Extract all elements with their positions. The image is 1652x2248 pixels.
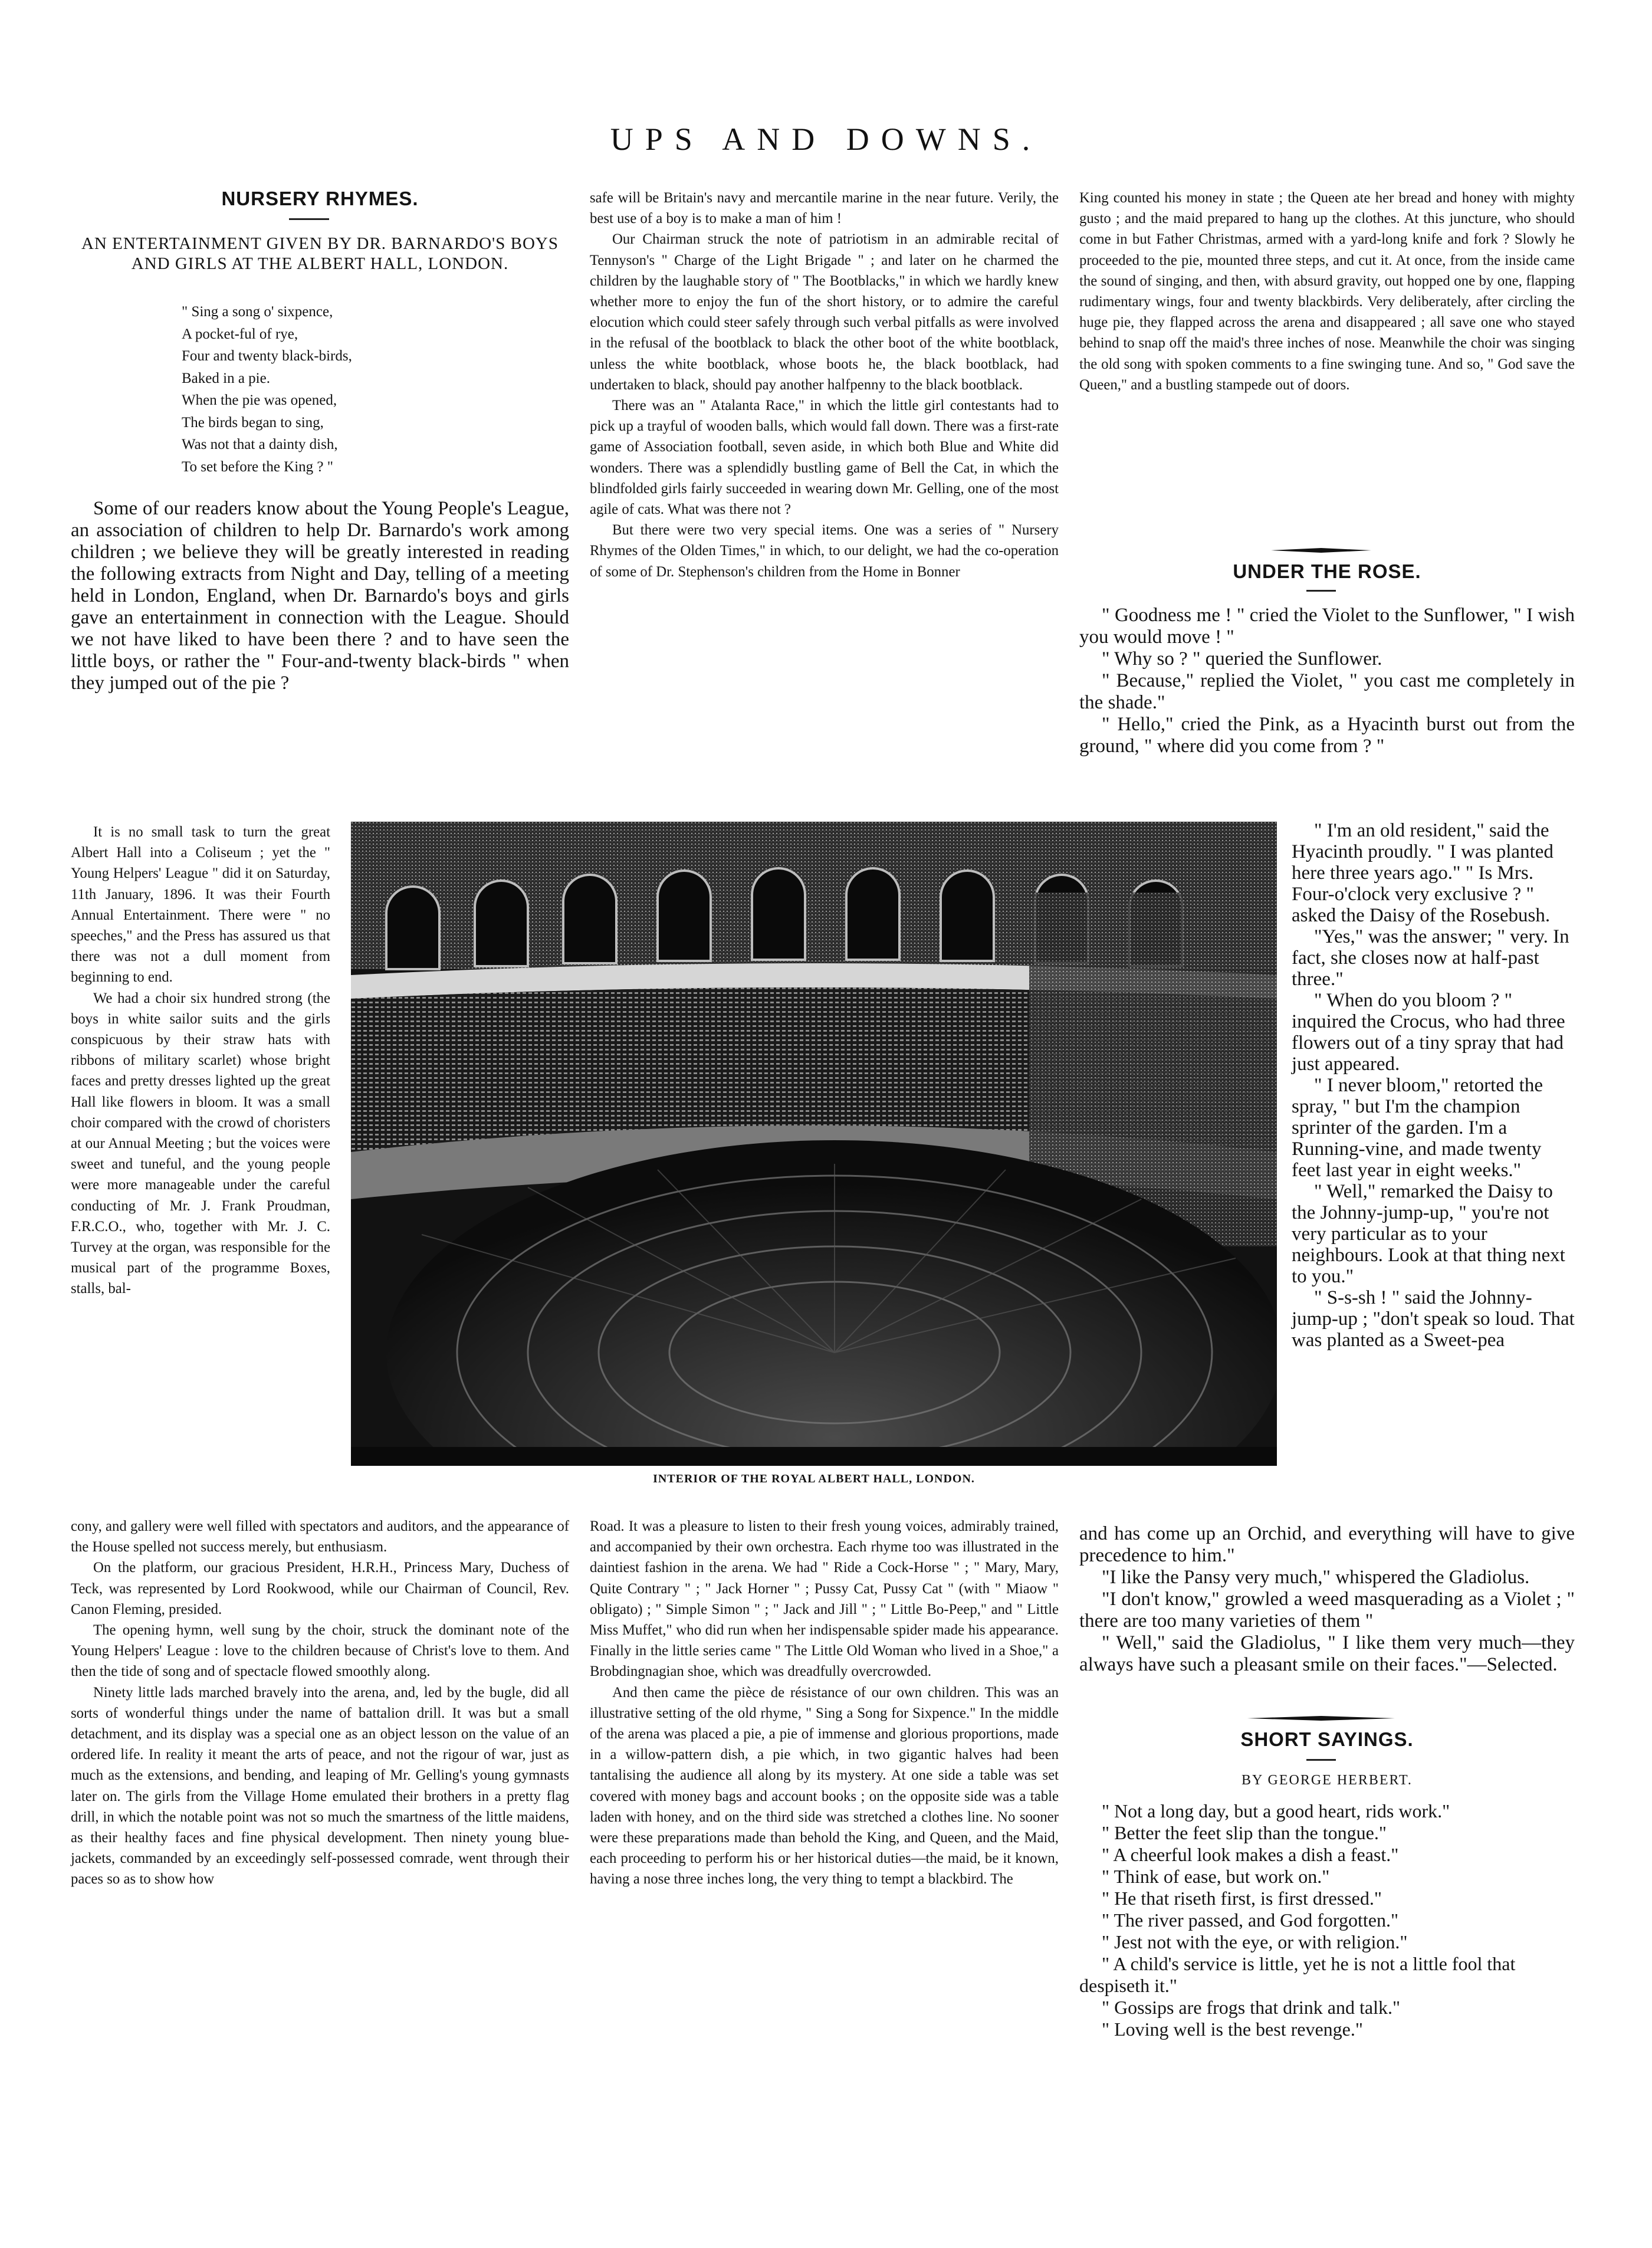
saying-item: " Think of ease, but work on." (1102, 1866, 1330, 1887)
paragraph: Our Chairman struck the note of patriotism in an admirable recital of Tennyson's " Charge of the Light Brigade " ; and later on he charmed the children by the laughable story of " The Bootblacks," in which we hardly knew whether more to enjoy the fun of the short history, or to admire the careful elocution which could steer safely through such verbal pitfalls as were involved in the refusal of the bootblack to black the other boot of the white bootblack, unless the white bootblack, whose boots he, the black bootblack, had undertaken to black, should pay another halfpenny to the black bootblack. (590, 231, 1059, 393)
ornament-divider (1247, 1714, 1395, 1719)
paragraph: And then came the pièce de résistance of our own children. This was an illustrative setting of the old rhyme, " Sing a Song for Sixpence." In the middle of the arena was placed a pie, a pie of immense and glorious proportions, made in a willow-pattern dish, a pie which, in two gigantic halves had been tantalising the audience all along by its mystery. At one side a table was set covered with money bags and account books ; on the opposite side was a table laden with honey, and on the third side was stretched a clothes line. No sooner were these preparations made than behold the King, and Queen, and the Maid, each proceeding to perform his or her historical duties—the maid, be it known, having a nose three inches long, the very thing to tempt a blackbird. The (590, 1684, 1059, 1888)
poem-line: Baked in a pie. (182, 370, 270, 386)
paragraph: King counted his money in state ; the Queen ate her bread and honey with mighty gusto ; and the maid prepared to hang up the clothes. At this juncture, who should come in but Father Christmas, armed with a yard-long knife and fork ? Slowly he proceeded to the pie, mounted three steps, and cut it. At once, from the inside came the sound of singing, and then, with absurd gravity, out hopped one by one, flapping rudimentary wings, four and twenty blackbirds. Very deliberately, after circling the huge pie, they flapped across the arena and disappeared ; all save one who stayed behind to snap off the maid's three inches of nose. Meanwhile the choir was singing the old song with spoken comments to a fine swinging tune. And so, " God save the Queen," and a bustling stampede out of doors. (1079, 190, 1575, 393)
ornament-divider (1271, 546, 1371, 552)
saying-item: " Jest not with the eye, or with religion." (1102, 1931, 1408, 1952)
poem-line: Four and twenty black-birds, (182, 348, 352, 364)
saying-item: " A cheerful look makes a dish a feast." (1102, 1844, 1399, 1865)
nursery-poem (182, 301, 352, 478)
paragraph: " Because," replied the Violet, " you cast me completely in the shade." (1079, 670, 1575, 713)
paragraph: " Goodness me ! " cried the Violet to the Sunflower, " I wish you would move ! " (1079, 605, 1575, 648)
rose-narrow-text (1292, 820, 1575, 1351)
paragraph: " Hello," cried the Pink, as a Hyacinth burst out from the ground, " where did you come from ? " (1079, 714, 1575, 757)
paragraph: We had a choir six hundred strong (the boys in white sailor suits and the girls conspicuous by their straw hats with ribbons of military scarlet) whose bright faces and pretty dresses lighted up the great Hall like flowers in bloom. It was a small choir compared with the crowd of choristers at our Annual Meeting ; but the voices were sweet and tuneful, and the young people were more manageable under the careful conducting of Mr. J. Frank Proudman, F.R.C.O., who, together with Mr. J. C. Turvey at the organ, was responsible for the musical part of the programme Boxes, stalls, bal- (71, 990, 330, 1297)
paragraph: safe will be Britain's navy and mercantile marine in the near future. Verily, the best use of a boy is to make a man of him ! (590, 190, 1059, 227)
rose-bottom-text (1079, 1523, 1575, 1676)
paragraph: "I don't know," growled a weed masquerading as a Violet ; " there are too many varieties of them " (1079, 1589, 1575, 1632)
rose-top-text (1079, 605, 1575, 757)
rose-title: UNDER THE ROSE. (1233, 560, 1421, 582)
nursery-narrow-column (71, 822, 330, 1299)
nursery-intro (71, 498, 569, 694)
paragraph: " When do you bloom ? " inquired the Crocus, who had three flowers out of a tiny spray that had just appeared. (1292, 990, 1565, 1075)
poem-line: To set before the King ? " (182, 458, 333, 475)
nursery-column-1-bottom (71, 1516, 569, 1890)
saying-item: " Not a long day, but a good heart, rids work." (1102, 1800, 1450, 1822)
title-rule (1306, 590, 1336, 592)
nursery-title: NURSERY RHYMES. (221, 188, 419, 209)
saying-item: " Gossips are frogs that drink and talk." (1102, 1997, 1401, 2018)
nursery-column-2-top (590, 188, 1059, 582)
saying-item: " He that riseth first, is first dressed." (1102, 1888, 1382, 1909)
paragraph: It is no small task to turn the great Albert Hall into a Coliseum ; yet the " Young Helpers' League " did it on Saturday, 11th January, 1896. It was their Fourth Annual Entertainment. There were " no speeches," and the Press has assured us that there was not a dull moment from beginning to end. (71, 824, 330, 986)
paragraph: But there were two very special items. One was a series of " Nursery Rhymes of the Olden Times," in which, to our delight, we had the co-operation of some of Dr. Stephenson's children from the Home in Bonner (590, 522, 1059, 580)
saying-item: " A child's service is little, yet he is not a little fool that despiseth it." (1079, 1953, 1516, 1996)
paragraph: " I never bloom," retorted the spray, " but I'm the champion sprinter of the garden. I'm a Running-vine, and made twenty feet last year in eight weeks." (1292, 1075, 1543, 1181)
paragraph: cony, and gallery were well filled with spectators and auditors, and the appearance of the House spelled not success merely, but enthusiasm. (71, 1518, 569, 1555)
paragraph: "I like the Pansy very much," whispered the Gladiolus. (1102, 1567, 1530, 1588)
paragraph: and has come up an Orchid, and everything will have to give precedence to him." (1079, 1523, 1575, 1566)
paragraph: On the platform, our gracious President, H.R.H., Princess Mary, Duchess of Teck, was represented by Lord Rookwood, while our Chairman of Council, Rev. Canon Fleming, presided. (71, 1560, 569, 1617)
photo-caption: INTERIOR OF THE ROYAL ALBERT HALL, LONDON. (653, 1472, 975, 1485)
paragraph: " Well," remarked the Daisy to the Johnny-jump-up, " you're not very particular as to your neighbours. Look at that thing next to you." (1292, 1181, 1565, 1287)
nursery-column-2-bottom (590, 1516, 1059, 1890)
poem-line: Was not that a dainty dish, (182, 437, 338, 452)
saying-item: " Loving well is the best revenge." (1102, 2019, 1363, 2040)
poem-line: A pocket-ful of rye, (182, 326, 298, 342)
nursery-column-3-top (1079, 188, 1575, 395)
intro-paragraph: Some of our readers know about the Young People's League, an association of children to help Dr. Barnardo's work among children ; we believe they will be greatly interested in reading the following extracts from Night and Day, telling of a meeting held in London, England, when Dr. Barnardo's boys and girls gave an entertainment in connection with the League. Should we not have liked to have been there ? and to have seen the little boys, or rather the " Four-and-twenty black-birds " when they jumped out of the pie ? (71, 498, 569, 694)
saying-item: " Better the feet slip than the tongue." (1102, 1822, 1387, 1843)
paragraph: "Yes," was the answer; " very. In fact, she closes now at half-past three." (1292, 926, 1569, 990)
sayings-title: SHORT SAYINGS. (1240, 1728, 1414, 1750)
poem-line: " Sing a song o' sixpence, (182, 304, 333, 320)
title-rule (289, 218, 329, 220)
paragraph: Ninety little lads marched bravely into the arena, and, led by the bugle, did all sorts of wonderful things under the name of battalion drill. It was but a small detachment, and its display was a special one as an object lesson on the value of an ordered life. In reality it meant the arts of peace, and not the rigour of war, just as much as the extensions, and bending, and leaping of Mr. Gelling's young gymnasts later on. The girls from the Village Home emulated their brothers in a pretty flag drill, in which the notable point was not so much the smartness of the little maidens, as their healthy faces and fine physical development. Then ninety young blue-jackets, commanded by an exceedingly self-possessed comrade, went through their paces so as to show how (71, 1684, 569, 1888)
saying-item: " The river passed, and God forgotten." (1102, 1909, 1399, 1931)
title-rule (1306, 1759, 1336, 1761)
paragraph: Road. It was a pleasure to listen to their fresh young voices, admirably trained, and accompanied by their own orchestra. Each rhyme too was illustrated in the daintiest fashion in the arena. We had " Ride a Cock-Horse " ; " Mary, Mary, Quite Contrary " ; " Jack Horner " ; Pussy Cat, Pussy Cat " (with " Miaow " obligato) ; " Simple Simon " ; " Jack and Jill " ; " Little Bo-Peep," and " Little Miss Muffet," who did run when her indispensable spider made his appearance. Finally in the little series came " The Little Old Woman who lived in a Shoe," a Brobdingnagian shoe, which was dreadfully overcrowded. (590, 1518, 1059, 1680)
poem-line: The birds began to sing, (182, 414, 324, 431)
paragraph: " Well," said the Gladiolus, " I like them very much—they always have such a pleasant smile on their faces."—Selected. (1079, 1632, 1575, 1675)
sayings-list (1079, 1800, 1575, 2040)
poem-line: When the pie was opened, (182, 392, 337, 408)
masthead: UPS AND DOWNS. (610, 122, 1042, 157)
paragraph: There was an " Atalanta Race," in which the little girl contestants had to pick up a trayful of wooden balls, which would fall down. There was a first-rate game of Association football, seven aside, in which both Blue and White did wonders. There was a splendidly bustling game of Bell the Cat, in which the blindfolded girls fairly succeeded in wearing down Mr. Gelling, one of the most agile of cats. What was there not ? (590, 398, 1059, 518)
paragraph: The opening hymn, well sung by the choir, struck the dominant note of the Young Helpers' League : love to the children because of Christ's love to them. And then the tide of song and of spectacle flowed smoothly along. (71, 1622, 569, 1680)
paragraph: " S-s-sh ! " said the Johnny-jump-up ; "don't speak so loud. That was planted as a Sweet-pea (1292, 1287, 1575, 1351)
paragraph: " I'm an old resident," said the Hyacinth proudly. " I was planted here three years ago." " Is Mrs. Four-o'clock very exclusive ? " asked the Daisy of the Rosebush. (1292, 820, 1554, 926)
sayings-byline: BY GEORGE HERBERT. (1242, 1773, 1413, 1788)
nursery-subtitle: AN ENTERTAINMENT GIVEN BY DR. BARNARDO'S BOYS AND GIRLS AT THE ALBERT HALL, LONDON. (81, 234, 559, 273)
albert-hall-photo (351, 822, 1277, 1466)
paragraph: " Why so ? " queried the Sunflower. (1102, 648, 1382, 670)
